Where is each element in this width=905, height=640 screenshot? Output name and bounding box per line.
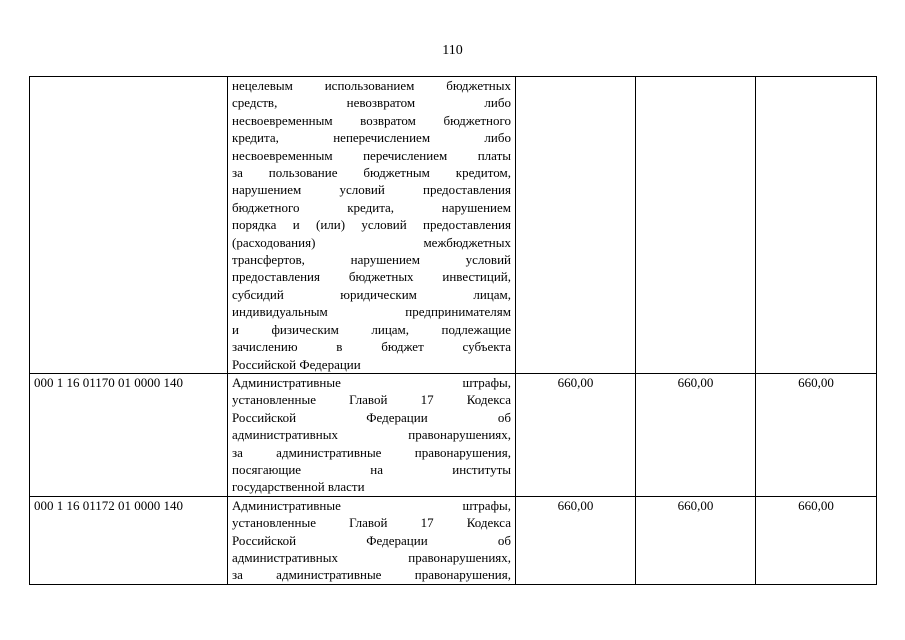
description-cell [228,373,516,496]
amount-cell-3: 660,00 [756,496,877,584]
description-line: субсидий юридическим лицам, [232,286,511,302]
description-cell [228,496,516,584]
budget-table-body [30,77,877,585]
description-line: несвоевременным перечислением платы [232,147,511,163]
description-line: государственной власти [232,479,365,495]
description-line: Административные штрафы, [232,497,511,513]
description-line: трансфертов, нарушением условий [232,252,511,268]
description-line: Российской Федерации [232,356,361,372]
table-row [30,77,877,374]
description-line: порядка и (или) условий предоставления [232,217,511,233]
amount-cell-1 [516,77,636,374]
description-line: (расходования) межбюджетных [232,234,511,250]
description-line: установленные Главой 17 Кодекса [232,515,511,531]
table-row [30,496,877,584]
description-line: бюджетного кредита, нарушением [232,199,511,215]
description-line: нарушением условий предоставления [232,182,511,198]
description-cell [228,77,516,374]
amount-cell-2 [636,77,756,374]
amount-cell-1: 660,00 [516,373,636,496]
description-line: средств, невозвратом либо [232,95,511,111]
amount-cell-2: 660,00 [636,373,756,496]
description-line: индивидуальным предпринимателям [232,304,511,320]
page-number: 110 [442,43,463,58]
amount-cell-3 [756,77,877,374]
description-line: Российской Федерации об [232,532,511,548]
description-line: административных правонарушениях, [232,427,511,443]
description-line: несвоевременным возвратом бюджетного [232,112,511,128]
revenue-code-cell [30,77,228,374]
description-line: за административные правонарушения, [232,444,511,460]
amount-cell-3: 660,00 [756,373,877,496]
description-line: и физическим лицам, подлежащие [232,321,511,337]
description-line: зачислению в бюджет субъекта [232,339,511,355]
amount-cell-2: 660,00 [636,496,756,584]
description-line: административных правонарушениях, [232,549,511,565]
budget-table [29,76,877,585]
description-line: предоставления бюджетных инвестиций, [232,269,511,285]
description-line: установленные Главой 17 Кодекса [232,392,511,408]
description-line: кредита, неперечислением либо [232,130,511,146]
description-line: нецелевым использованием бюджетных [232,78,511,93]
description-line: за административные правонарушения, [232,567,511,583]
table-row [30,373,877,496]
description-line: Административные штрафы, [232,374,511,390]
description-line: за пользование бюджетным кредитом, [232,165,511,181]
revenue-code-cell: 000 1 16 01170 01 0000 140 [30,373,228,496]
description-line: Российской Федерации об [232,409,511,425]
amount-cell-1: 660,00 [516,496,636,584]
description-line: посягающие на институты [232,461,511,477]
revenue-code-cell: 000 1 16 01172 01 0000 140 [30,496,228,584]
